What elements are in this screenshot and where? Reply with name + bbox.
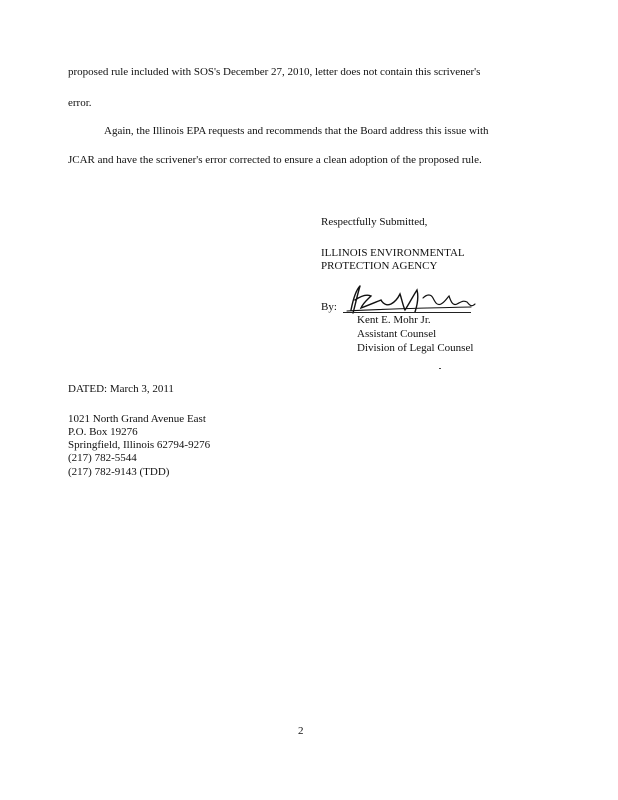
signer-name: Kent E. Mohr Jr. <box>357 314 431 326</box>
phone-line: (217) 782-5544 <box>68 452 137 464</box>
agency-name-line-2: PROTECTION AGENCY <box>321 260 438 272</box>
address-line: Springfield, Illinois 62794-9276 <box>68 439 211 451</box>
scan-speck <box>439 368 441 369</box>
dated-line: DATED: March 3, 2011 <box>68 383 174 395</box>
body-paragraph-2-line-1: Again, the Illinois EPA requests and recommends that the Board address this issue with <box>104 125 489 137</box>
closing-text: Respectfully Submitted, <box>321 216 428 228</box>
tdd-phone-line: (217) 782-9143 (TDD) <box>68 466 170 478</box>
signer-division: Division of Legal Counsel <box>357 342 474 354</box>
signature-line <box>343 312 471 313</box>
signer-title: Assistant Counsel <box>357 328 437 340</box>
by-label: By: <box>321 301 337 313</box>
body-paragraph-2-line-2: JCAR and have the scrivener's error corrected to ensure a clean adoption of the proposed rule. <box>68 154 482 166</box>
body-paragraph-1-line-1: proposed rule included with SOS's December 27, 2010, letter does not contain this scrivener's <box>68 66 481 78</box>
page-number: 2 <box>298 725 304 737</box>
address-line: 1021 North Grand Avenue East <box>68 413 206 425</box>
agency-name-line-1: ILLINOIS ENVIRONMENTAL <box>321 247 465 259</box>
body-paragraph-1-line-2: error. <box>68 97 92 109</box>
address-line: P.O. Box 19276 <box>68 426 138 438</box>
